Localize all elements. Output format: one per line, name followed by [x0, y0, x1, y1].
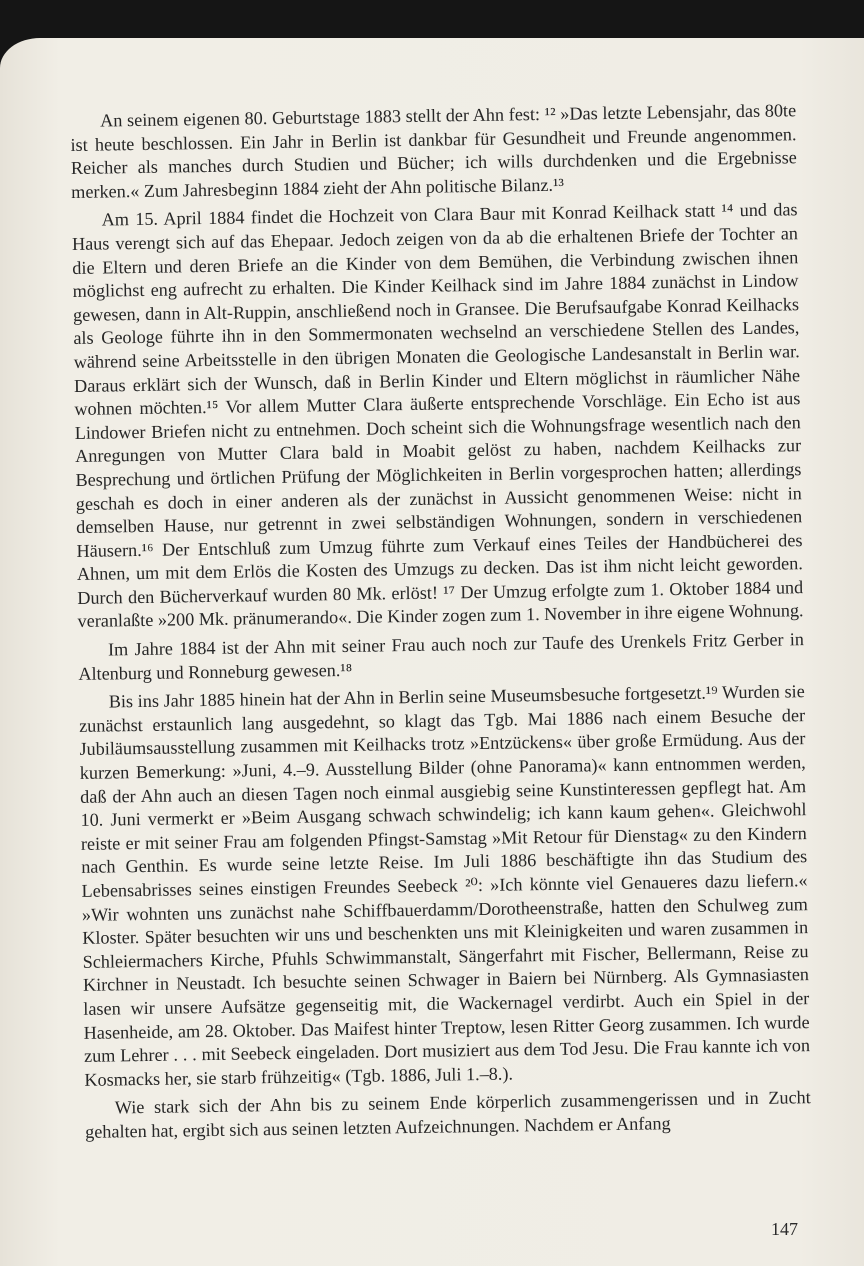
paragraph-wedding: Am 15. April 1884 findet die Hochzeit von Clara Baur mit Konrad Keilhack statt ¹⁴ und das Haus verengt sich auf das Ehepaar. Jedoch zeigen von da ab die erhaltenen Briefe der Tochter an die Eltern und deren Briefe an die Kinder von dem Bemühen, die Verbindung zwischen ihnen möglichst eng aufrecht zu erhalten. Die Kinder Keilhack sind im Jahre 1884 zunächst in Lindow gewesen, dann in Alt-Ruppin, anschließend noch in Gransee. Die Berufsaufgabe Konrad Keilhacks als Geologe führte ihn in den Sommermonaten wechselnd an verschiedene Stellen des Landes, während seine Arbeitsstelle in den übrigen Monaten die Geologische Landesanstalt in Berlin war. Daraus erklärt sich der Wunsch, daß in Berlin Kinder und Eltern möglichst in räumlicher Nähe wohnen möchten.¹⁵ Vor allem Mutter Clara äußerte entsprechende Vorschläge. Ein Echo ist aus Lindower Briefen nicht zu entnehmen. Doch scheint sich die Wohnungsfrage wesentlich nach den Anregungen von Mutter Clara bald in Moabit gelöst zu haben, nachdem Keilhacks zur Besprechung und örtlichen Prüfung der Möglichkeiten in Berlin vorgesprochen hatten; allerdings geschah es doch in einer anderen als der zunächst in Aussicht genommenen Weise: nicht in demselben Hause, nur getrennt in zwei selbständigen Wohnungen, sondern in verschiedenen Häusern.¹⁶ Der Entschluß zum Umzug führte zum Verkauf eines Teiles der Handbücherei des Ahnen, um mit dem Erlös die Kosten des Umzugs zu decken. Das ist ihm nicht leicht geworden. Durch den Bücherverkauf wurden 80 Mk. erlöst! ¹⁷ Der Umzug erfolgte zum 1. Oktober 1884 und veranlaßte »200 Mk. pränumerando«. Die Kinder zogen zum 1. November in ihre eigene Wohnung. [71, 199, 804, 632]
book-page [0, 38, 864, 1266]
body-text [70, 99, 811, 1149]
paragraph-last-notes: Wie stark sich der Ahn bis zu seinem Ende körperlich zusammengerissen und in Zucht gehalten hat, ergibt sich aus seinen letzten Aufzeichnungen. Nachdem er Anfang [85, 1087, 811, 1142]
paragraph-birthday: An seinem eigenen 80. Geburtstage 1883 stellt der Ahn fest: ¹² »Das letzte Lebensjahr, das 80te ist heute beschlossen. Ein Jahr in Berlin ist dankbar für Gesundheit und Freunde angenommen. Reicher als manches durch Studien und Bücher; ich wills durchdenken und die Ergebnisse merken.« Zum Jahresbeginn 1884 zieht der Ahn politische Bilanz.¹³ [70, 100, 797, 202]
paragraph-museum-visits: Bis ins Jahr 1885 hinein hat der Ahn in Berlin seine Museumsbesuche fortgesetzt.¹⁹ Wurden sie zunächst erstaunlich lang ausgedehnt, so klagt das Tgb. Mai 1886 nach einem Besuche der Jubiläumsausstellung zusammen mit Keilhacks trotz »Entzückens« über große Ermüdung. Aus der kurzen Bemerkung: »Juni, 4.–9. Ausstellung Bilder (ohne Panorama)« kann entnommen werden, daß der Ahn auch an diesen Tagen noch einmal ausgiebig seine Kunstinteressen gepflegt hat. Am 10. Juni vermerkt er »Beim Ausgang schwach schwindelig; ich kann kaum gehen«. Gleichwohl reiste er mit seiner Frau am folgenden Pfingst-Samstag »Mit Retour für Dienstag« zu den Kindern nach Genthin. Es wurde seine letzte Reise. Im Juli 1886 beschäftigte ihn das Studium des Lebensabrisses seines einstigen Freundes Seebeck ²⁰: »Ich könnte viel Genaueres dazu liefern.« »Wir wohnten uns zunächst nahe Schiffbauerdamm/Dorotheenstraße, hatten den Schulweg zum Kloster. Später besuchten wir uns und beschenkten uns mit Kleinigkeiten und waren zusammen in Schleiermachers Kirche, Pfuhls Schwimmanstalt, Sängerfahrt mit Fischer, Bellermann, Reise zu Kirchner in Neustadt. Ich besuchte seinen Schwager in Baiern bei Nürnberg. Als Gymnasiasten lasen wir unsere Aufsätze gegenseitig mit, die Wackernagel verdirbt. Auch ein Spiel in der Hasenheide, am 28. Oktober. Das Maifest hinter Treptow, lesen Ritter Georg zusammen. Ich wurde zum Lehrer . . . mit Seebeck eingeladen. Dort musiziert aus dem Tod Jesu. Die Frau kannte ich von Kosmacks her, sie starb frühzeitig« (Tgb. 1886, Juli 1.–8.). [78, 681, 811, 1090]
paragraph-baptism: Im Jahre 1884 ist der Ahn mit seiner Frau auch noch zur Taufe des Urenkels Fritz Gerber in Altenburg und Ronneburg gewesen.¹⁸ [78, 629, 805, 684]
page-number: 147 [771, 1219, 798, 1239]
